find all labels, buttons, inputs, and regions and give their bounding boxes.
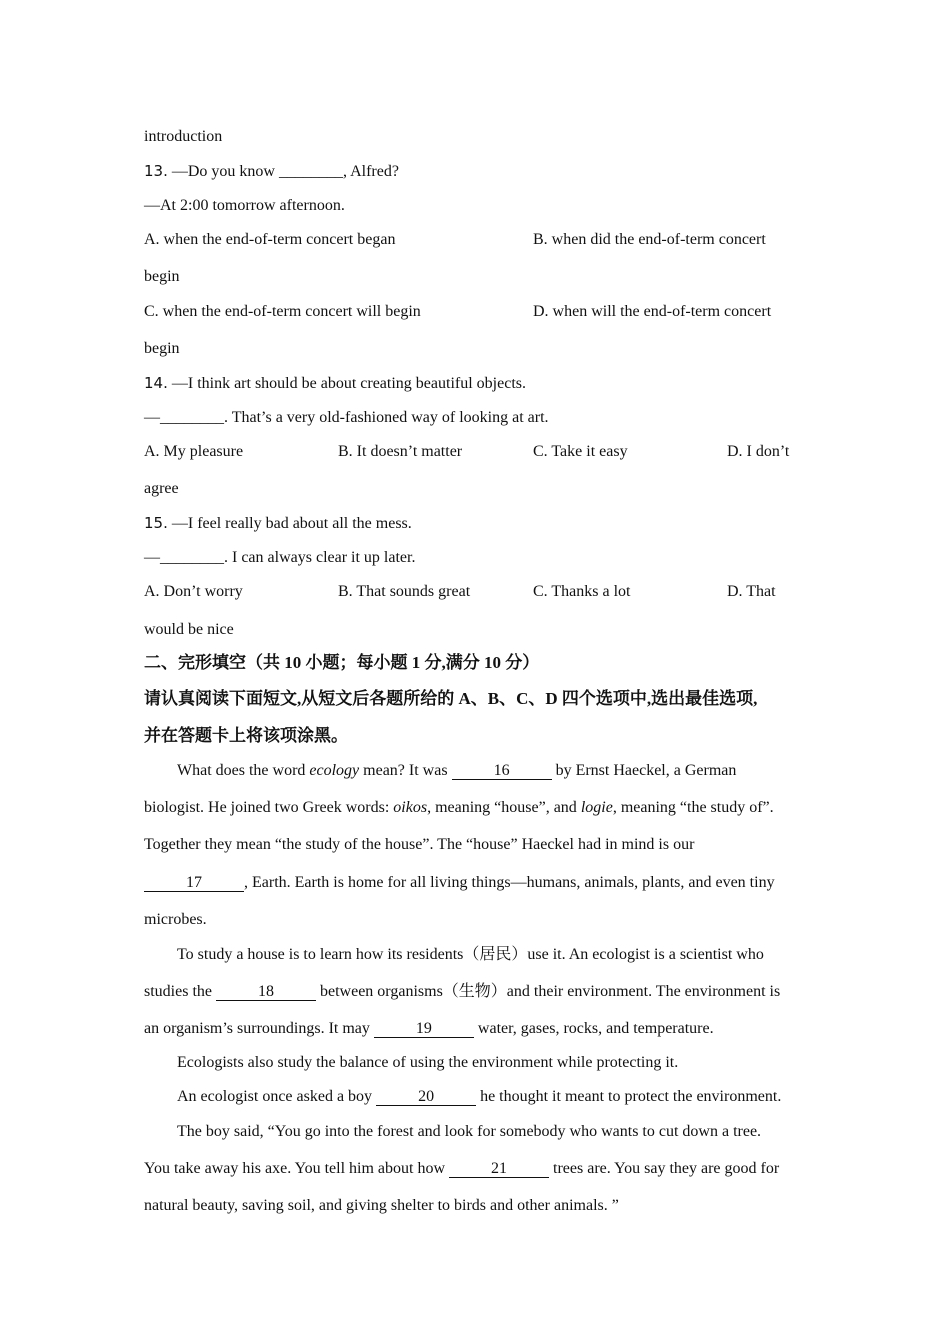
passage-p5-line-3: natural beauty, saving soil, and giving shelter to birds and other animals. ”	[144, 1197, 619, 1214]
passage-p1-line-2	[144, 798, 774, 818]
text-run: What does the word	[177, 762, 310, 779]
blank-17[interactable]: 17	[144, 874, 244, 892]
question-14-reply: —________. That’s a very old-fashioned way of looking at art.	[144, 409, 549, 426]
question-14-option-c[interactable]: C. Take it easy	[533, 443, 628, 460]
text-run: mean? It was	[359, 762, 452, 779]
question-15-reply: —________. I can always clear it up later.	[144, 549, 416, 566]
section-2-instruction-line-2: 并在答题卡上将该项涂黑。	[144, 726, 348, 745]
question-14-prompt	[144, 373, 526, 394]
question-13-number: 13.	[144, 162, 168, 180]
passage-p5-line-2	[144, 1159, 779, 1179]
word-logie: logie	[580, 799, 613, 816]
text-run: he thought it meant to protect the environment.	[476, 1088, 782, 1105]
passage-p1-line-5: microbes.	[144, 911, 207, 928]
passage-p1-line-1	[177, 761, 736, 781]
text-run: water, gases, rocks, and temperature.	[473, 1020, 714, 1037]
question-15-prompt	[144, 513, 412, 534]
question-14-number: 14.	[144, 374, 168, 392]
question-13-option-c[interactable]: C. when the end-of-term concert will begin	[144, 303, 421, 320]
question-15-option-a[interactable]: A. Don’t worry	[144, 583, 243, 600]
question-15-number: 15.	[144, 514, 168, 532]
blank-19[interactable]: 19	[374, 1020, 474, 1038]
blank-16[interactable]: 16	[452, 762, 552, 780]
blank-21[interactable]: 21	[449, 1160, 549, 1178]
question-14-option-d-wrap: agree	[144, 480, 179, 497]
section-2-title: 二、完形填空（共 10 小题；每小题 1 分,满分 10 分）	[144, 653, 540, 672]
passage-p2-line-2	[144, 982, 780, 1002]
text-run: , meaning “the study of”.	[612, 799, 774, 816]
text-run: You take away his axe. You tell him about how	[144, 1160, 450, 1177]
text-run: , meaning “house”, and	[427, 799, 581, 816]
question-15-text: —I feel really bad about all the mess.	[171, 515, 412, 532]
question-13-option-b-wrap: begin	[144, 268, 180, 285]
section-2-instruction-line-1: 请认真阅读下面短文,从短文后各题所给的 A、B、C、D 四个选项中,选出最佳选项,	[144, 689, 758, 708]
text-run: trees are. You say they are good for	[549, 1160, 780, 1177]
blank-18[interactable]: 18	[216, 983, 316, 1001]
question-13-option-b[interactable]: B. when did the end-of-term concert	[533, 231, 766, 248]
passage-p1-line-4	[144, 873, 775, 893]
passage-p5-line-1: The boy said, “You go into the forest and look for somebody who wants to cut down a tree.	[177, 1123, 762, 1140]
question-13-option-a[interactable]: A. when the end-of-term concert began	[144, 231, 396, 248]
text-run: , Earth. Earth is home for all living things—humans, animals, plants, and even tiny	[244, 874, 775, 891]
question-13-option-d[interactable]: D. when will the end-of-term concert	[533, 303, 772, 320]
question-15-option-c[interactable]: C. Thanks a lot	[533, 583, 631, 600]
text-run: an organism’s surroundings. It may	[144, 1020, 374, 1037]
passage-p2-line-1: To study a house is to learn how its residents（居民）use it. An ecologist is a scientist who	[177, 946, 764, 963]
question-13-reply: —At 2:00 tomorrow afternoon.	[144, 197, 345, 214]
previous-question-tail: introduction	[144, 128, 223, 145]
text-run: An ecologist once asked a boy	[177, 1088, 377, 1105]
question-13-text: —Do you know ________, Alfred?	[171, 163, 399, 180]
text-run: studies the	[144, 983, 216, 1000]
word-oikos: oikos	[393, 799, 428, 816]
question-15-option-d[interactable]: D. That	[727, 583, 776, 600]
word-ecology: ecology	[309, 762, 360, 779]
blank-20[interactable]: 20	[376, 1088, 476, 1106]
question-14-option-d[interactable]: D. I don’t	[727, 443, 790, 460]
question-14-text: —I think art should be about creating beautiful objects.	[171, 375, 526, 392]
question-15-option-b[interactable]: B. That sounds great	[338, 583, 471, 600]
passage-p3: Ecologists also study the balance of using the environment while protecting it.	[177, 1054, 679, 1071]
text-run: between organisms（生物）and their environment. The environment is	[316, 983, 781, 1000]
text-run: biologist. He joined two Greek words:	[144, 799, 394, 816]
question-14-option-b[interactable]: B. It doesn’t matter	[338, 443, 463, 460]
passage-p2-line-3	[144, 1019, 714, 1039]
text-run: by Ernst Haeckel, a German	[551, 762, 737, 779]
question-13-prompt	[144, 161, 399, 182]
passage-p1-line-3: Together they mean “the study of the house”. The “house” Haeckel had in mind is our	[144, 836, 695, 853]
question-13-option-d-wrap: begin	[144, 340, 180, 357]
question-14-option-a[interactable]: A. My pleasure	[144, 443, 244, 460]
question-15-option-d-wrap: would be nice	[144, 621, 234, 638]
passage-p4	[177, 1087, 781, 1107]
